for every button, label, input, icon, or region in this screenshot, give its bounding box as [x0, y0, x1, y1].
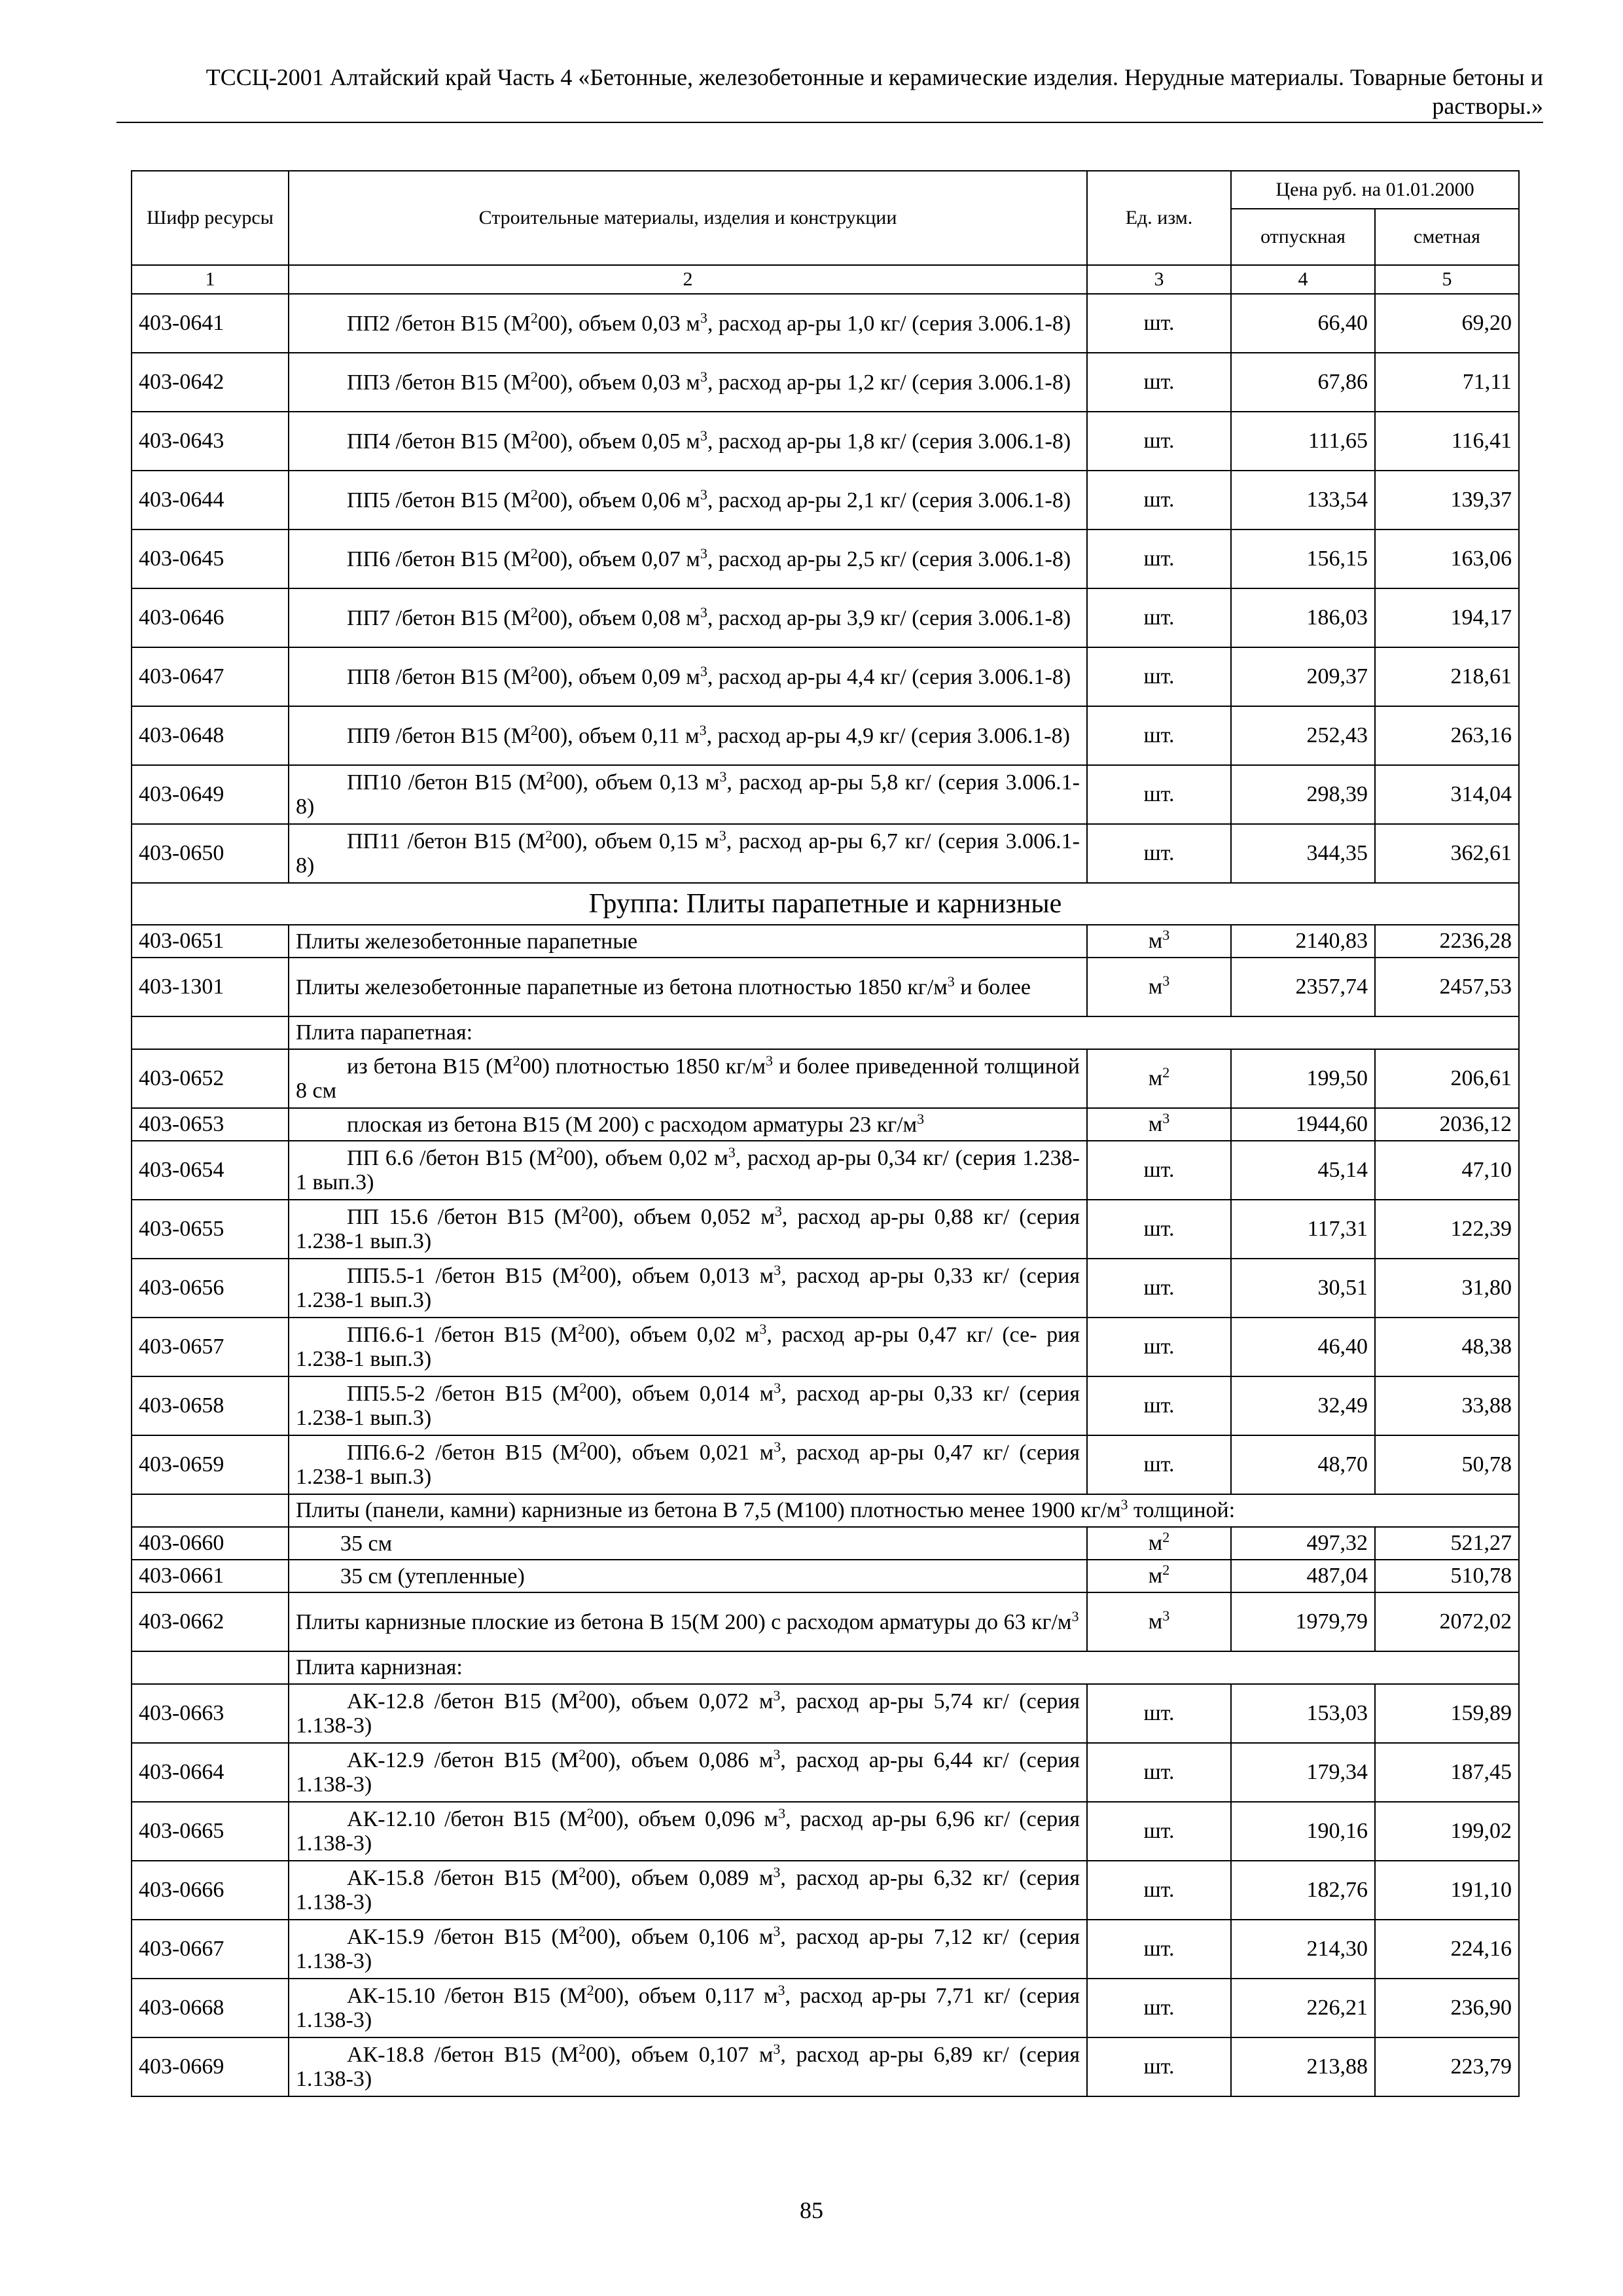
resource-code: 403-0656 [132, 1259, 289, 1318]
estimate-price: 187,45 [1375, 1743, 1519, 1802]
release-price: 48,70 [1231, 1435, 1375, 1494]
material-name: ПП 15.6 /бетон В15 $(М^200)$, объем 0,052 $м^3$, расход ар-ры 0,88 кг/ (серия 1.238-1 вып.3) [289, 1200, 1087, 1259]
header-estimate-price: сметная [1375, 209, 1519, 265]
release-price: 67,86 [1231, 353, 1375, 412]
subheading-row [132, 1016, 1519, 1049]
resource-code: 403-0657 [132, 1318, 289, 1376]
header-release-price: отпускная [1231, 209, 1375, 265]
estimate-price: 122,39 [1375, 1200, 1519, 1259]
resource-code: 403-0668 [132, 1979, 289, 2037]
release-price: 2140,83 [1231, 925, 1375, 958]
resource-code: 403-0645 [132, 529, 289, 588]
unit: $м^3$ [1087, 1592, 1231, 1651]
table-row [132, 1141, 1519, 1200]
unit: шт. [1087, 353, 1231, 412]
unit: шт. [1087, 1318, 1231, 1376]
unit: шт. [1087, 294, 1231, 353]
unit: $м^2$ [1087, 1560, 1231, 1592]
resource-code: 403-0669 [132, 2037, 289, 2096]
table-body-group [132, 883, 1519, 1141]
table-row [132, 2037, 1519, 2096]
table-row [132, 958, 1519, 1016]
release-price: 66,40 [1231, 294, 1375, 353]
table-row [132, 1200, 1519, 1259]
unit: $м^3$ [1087, 1108, 1231, 1141]
estimate-price: 33,88 [1375, 1376, 1519, 1435]
table-row [132, 1108, 1519, 1141]
resource-code: 403-0646 [132, 588, 289, 647]
estimate-price: 218,61 [1375, 647, 1519, 706]
table-row [132, 1049, 1519, 1108]
subheading: Плита карнизная: [289, 1651, 1519, 1684]
resource-code: 403-0653 [132, 1108, 289, 1141]
resource-code: 403-0643 [132, 412, 289, 471]
table-body-cornice-panels [132, 1494, 1519, 1684]
resource-code: 403-0667 [132, 1920, 289, 1979]
resource-code: 403-0655 [132, 1200, 289, 1259]
page-number: 85 [800, 2197, 823, 2223]
unit: $м^2$ [1087, 1527, 1231, 1560]
material-name: ПП6 /бетон В15 $(М^200)$, объем 0,07 $м^3$, расход ар-ры 2,5 кг/ (серия 3.006.1-8) [289, 529, 1087, 588]
table-row [132, 1318, 1519, 1376]
resource-code: 403-0652 [132, 1049, 289, 1108]
table-row [132, 1435, 1519, 1494]
material-name: АК-15.10 /бетон В15 $(М^200)$, объем 0,117 $м^3$, расход ар-ры 7,71 кг/ (серия 1.138-3) [289, 1979, 1087, 2037]
release-price: 32,49 [1231, 1376, 1375, 1435]
table-row [132, 529, 1519, 588]
table-row [132, 1592, 1519, 1651]
release-price: 199,50 [1231, 1049, 1375, 1108]
resource-code: 403-0660 [132, 1527, 289, 1560]
unit: шт. [1087, 2037, 1231, 2096]
table-row [132, 588, 1519, 647]
material-name: ПП11 /бетон В15 $(М^200)$, объем 0,15 $м^3$, расход ар-ры 6,7 кг/ (серия 3.006.1-8) [289, 824, 1087, 883]
resource-code: 403-0642 [132, 353, 289, 412]
estimate-price: 314,04 [1375, 765, 1519, 824]
empty-cell [132, 1651, 289, 1684]
table-row [132, 1527, 1519, 1560]
material-name: АК-12.9 /бетон В15 $(М^200)$, объем 0,086 $м^3$, расход ар-ры 6,44 кг/ (серия 1.138-3) [289, 1743, 1087, 1802]
unit: шт. [1087, 647, 1231, 706]
resource-code: 403-0651 [132, 925, 289, 958]
resource-code: 403-0659 [132, 1435, 289, 1494]
unit: шт. [1087, 824, 1231, 883]
material-name: 35 см [289, 1527, 1087, 1560]
release-price: 186,03 [1231, 588, 1375, 647]
header-code: Шифр ресурсы [132, 171, 289, 265]
estimate-price: 199,02 [1375, 1802, 1519, 1861]
subheading-row [132, 1494, 1519, 1527]
estimate-price: 263,16 [1375, 706, 1519, 765]
unit: шт. [1087, 765, 1231, 824]
release-price: 117,31 [1231, 1200, 1375, 1259]
header-name: Строительные материалы, изделия и конструкции [289, 171, 1087, 265]
table-row [132, 412, 1519, 471]
subheading: Плита парапетная: [289, 1016, 1519, 1049]
unit: шт. [1087, 1259, 1231, 1318]
release-price: 153,03 [1231, 1684, 1375, 1743]
resource-code: 403-0641 [132, 294, 289, 353]
group-heading: Группа: Плиты парапетные и карнизные [132, 883, 1519, 925]
material-name: плоская из бетона В15 (М 200) с расходом арматуры 23 $кг/м^3$ [289, 1108, 1087, 1141]
material-name: ПП5 /бетон В15 $(М^200)$, объем 0,06 $м^3$, расход ар-ры 2,1 кг/ (серия 3.006.1-8) [289, 471, 1087, 529]
release-price: 1944,60 [1231, 1108, 1375, 1141]
material-name: из бетона В15 $(М^200)$ плотностью 1850 $кг/м^3$ и более приведенной толщиной 8 см [289, 1049, 1087, 1108]
unit: шт. [1087, 1200, 1231, 1259]
release-price: 133,54 [1231, 471, 1375, 529]
subheading: Плиты (панели, камни) карнизные из бетона В 7,5 (М100) плотностью менее 1900 $кг/м^3$ толщиной: [289, 1494, 1519, 1527]
table-row [132, 1979, 1519, 2037]
resource-code: 403-0647 [132, 647, 289, 706]
estimate-price: 236,90 [1375, 1979, 1519, 2037]
material-name: АК-15.9 /бетон В15 $(М^200)$, объем 0,106 $м^3$, расход ар-ры 7,12 кг/ (серия 1.138-3) [289, 1920, 1087, 1979]
release-price: 111,65 [1231, 412, 1375, 471]
estimate-price: 139,37 [1375, 471, 1519, 529]
unit: шт. [1087, 706, 1231, 765]
resource-code: 403-0663 [132, 1684, 289, 1743]
release-price: 45,14 [1231, 1141, 1375, 1200]
header-unit: Ед. изм. [1087, 171, 1231, 265]
table-row [132, 1560, 1519, 1592]
material-name: ПП4 /бетон В15 $(М^200)$, объем 0,05 $м^3$, расход ар-ры 1,8 кг/ (серия 3.006.1-8) [289, 412, 1087, 471]
unit: шт. [1087, 1376, 1231, 1435]
table-row [132, 1861, 1519, 1920]
column-number: 2 [289, 265, 1087, 294]
resource-code: 403-0658 [132, 1376, 289, 1435]
table-body-series-3006 [132, 294, 1519, 883]
document-header: ТССЦ-2001 Алтайский край Часть 4 «Бетонные, железобетонные и керамические изделия. Нерудные материалы. Товарные бетоны и растворы.» [205, 64, 1543, 119]
release-price: 179,34 [1231, 1743, 1375, 1802]
unit: шт. [1087, 1802, 1231, 1861]
unit: шт. [1087, 1861, 1231, 1920]
price-table [131, 170, 1520, 2097]
column-number: 1 [132, 265, 289, 294]
table-row [132, 471, 1519, 529]
table-body-series-1138 [132, 1684, 1519, 2096]
table-row [132, 1259, 1519, 1318]
release-price: 1979,79 [1231, 1592, 1375, 1651]
table-row [132, 1920, 1519, 1979]
column-number: 5 [1375, 265, 1519, 294]
release-price: 298,39 [1231, 765, 1375, 824]
estimate-price: 206,61 [1375, 1049, 1519, 1108]
material-name: ПП9 /бетон В15 $(М^200)$, объем 0,11 $м^3$, расход ар-ры 4,9 кг/ (серия 3.006.1-8) [289, 706, 1087, 765]
unit: шт. [1087, 1141, 1231, 1200]
unit: шт. [1087, 1684, 1231, 1743]
unit: $м^3$ [1087, 958, 1231, 1016]
estimate-price: 2072,02 [1375, 1592, 1519, 1651]
release-price: 226,21 [1231, 1979, 1375, 2037]
empty-cell [132, 1494, 289, 1527]
resource-code: 403-0648 [132, 706, 289, 765]
material-name: Плиты железобетонные парапетные из бетона плотностью 1850 $кг/м^3$ и более [289, 958, 1087, 1016]
material-name: АК-15.8 /бетон В15 $(М^200)$, объем 0,089 $м^3$, расход ар-ры 6,32 кг/ (серия 1.138-3) [289, 1861, 1087, 1920]
release-price: 30,51 [1231, 1259, 1375, 1318]
resource-code: 403-0664 [132, 1743, 289, 1802]
release-price: 190,16 [1231, 1802, 1375, 1861]
unit: шт. [1087, 1920, 1231, 1979]
material-name: ПП10 /бетон В15 $(М^200)$, объем 0,13 $м^3$, расход ар-ры 5,8 кг/ (серия 3.006.1-8) [289, 765, 1087, 824]
resource-code: 403-0661 [132, 1560, 289, 1592]
release-price: 252,43 [1231, 706, 1375, 765]
resource-code: 403-0666 [132, 1861, 289, 1920]
estimate-price: 2457,53 [1375, 958, 1519, 1016]
estimate-price: 159,89 [1375, 1684, 1519, 1743]
material-name: ПП6.6-1 /бетон В15 $(М^200)$, объем 0,02 $м^3$, расход ар-ры 0,47 кг/ (се- рия 1.238-1 вып.3) [289, 1318, 1087, 1376]
release-price: 182,76 [1231, 1861, 1375, 1920]
table-row [132, 706, 1519, 765]
table-body-series-1238 [132, 1141, 1519, 1494]
material-name: ПП7 /бетон В15 $(М^200)$, объем 0,08 $м^3$, расход ар-ры 3,9 кг/ (серия 3.006.1-8) [289, 588, 1087, 647]
release-price: 497,32 [1231, 1527, 1375, 1560]
release-price: 214,30 [1231, 1920, 1375, 1979]
column-number: 4 [1231, 265, 1375, 294]
release-price: 487,04 [1231, 1560, 1375, 1592]
estimate-price: 191,10 [1375, 1861, 1519, 1920]
estimate-price: 362,61 [1375, 824, 1519, 883]
header-rule [116, 122, 1543, 123]
table-row [132, 1802, 1519, 1861]
estimate-price: 47,10 [1375, 1141, 1519, 1200]
unit: шт. [1087, 471, 1231, 529]
empty-cell [132, 1016, 289, 1049]
table-row [132, 824, 1519, 883]
estimate-price: 223,79 [1375, 2037, 1519, 2096]
table-row [132, 294, 1519, 353]
table-row [132, 925, 1519, 958]
release-price: 46,40 [1231, 1318, 1375, 1376]
unit: $м^3$ [1087, 925, 1231, 958]
material-name: ПП8 /бетон В15 $(М^200)$, объем 0,09 $м^3$, расход ар-ры 4,4 кг/ (серия 3.006.1-8) [289, 647, 1087, 706]
estimate-price: 69,20 [1375, 294, 1519, 353]
estimate-price: 50,78 [1375, 1435, 1519, 1494]
subheading-row [132, 1651, 1519, 1684]
material-name: АК-18.8 /бетон В15 $(М^200)$, объем 0,107 $м^3$, расход ар-ры 6,89 кг/ (серия 1.138-3) [289, 2037, 1087, 2096]
resource-code: 403-1301 [132, 958, 289, 1016]
unit: шт. [1087, 412, 1231, 471]
column-number: 3 [1087, 265, 1231, 294]
material-name: ПП 6.6 /бетон В15 $(М^200)$, объем 0,02 $м^3$, расход ар-ры 0,34 кг/ (серия 1.238-1 вып.3) [289, 1141, 1087, 1200]
material-name: Плиты железобетонные парапетные [289, 925, 1087, 958]
header-price: Цена руб. на 01.01.2000 [1231, 171, 1519, 209]
table-row [132, 353, 1519, 412]
table-row [132, 1376, 1519, 1435]
unit: шт. [1087, 1743, 1231, 1802]
estimate-price: 2236,28 [1375, 925, 1519, 958]
material-name: АК-12.10 /бетон В15 $(М^200)$, объем 0,096 $м^3$, расход ар-ры 6,96 кг/ (серия 1.138-3) [289, 1802, 1087, 1861]
material-name: ПП6.6-2 /бетон В15 $(М^200)$, объем 0,021 $м^3$, расход ар-ры 0,47 кг/ (серия 1.238-1 вып.3) [289, 1435, 1087, 1494]
unit: шт. [1087, 529, 1231, 588]
estimate-price: 31,80 [1375, 1259, 1519, 1318]
material-name: ПП5.5-2 /бетон В15 $(М^200)$, объем 0,014 $м^3$, расход ар-ры 0,33 кг/ (серия 1.238-1 вып.3) [289, 1376, 1087, 1435]
resource-code: 403-0665 [132, 1802, 289, 1861]
unit: шт. [1087, 1435, 1231, 1494]
table-row [132, 647, 1519, 706]
release-price: 213,88 [1231, 2037, 1375, 2096]
unit: шт. [1087, 588, 1231, 647]
table-row [132, 1743, 1519, 1802]
resource-code: 403-0662 [132, 1592, 289, 1651]
table-row [132, 1684, 1519, 1743]
resource-code: 403-0649 [132, 765, 289, 824]
estimate-price: 2036,12 [1375, 1108, 1519, 1141]
material-name: Плиты карнизные плоские из бетона В 15(М 200) с расходом арматуры до 63 $кг/м^3$ [289, 1592, 1087, 1651]
unit: шт. [1087, 1979, 1231, 2037]
resource-code: 403-0650 [132, 824, 289, 883]
estimate-price: 116,41 [1375, 412, 1519, 471]
estimate-price: 224,16 [1375, 1920, 1519, 1979]
unit: $м^2$ [1087, 1049, 1231, 1108]
material-name: 35 см (утепленные) [289, 1560, 1087, 1592]
material-name: ПП3 /бетон В15 $(М^200)$, объем 0,03 $м^3$, расход ар-ры 1,2 кг/ (серия 3.006.1-8) [289, 353, 1087, 412]
resource-code: 403-0644 [132, 471, 289, 529]
table-row [132, 765, 1519, 824]
release-price: 344,35 [1231, 824, 1375, 883]
resource-code: 403-0654 [132, 1141, 289, 1200]
release-price: 156,15 [1231, 529, 1375, 588]
estimate-price: 194,17 [1375, 588, 1519, 647]
estimate-price: 71,11 [1375, 353, 1519, 412]
material-name: ПП2 /бетон В15 $(М^200)$, объем 0,03 $м^3$, расход ар-ры 1,0 кг/ (серия 3.006.1-8) [289, 294, 1087, 353]
material-name: АК-12.8 /бетон В15 $(М^200)$, объем 0,072 $м^3$, расход ар-ры 5,74 кг/ (серия 1.138-3) [289, 1684, 1087, 1743]
release-price: 209,37 [1231, 647, 1375, 706]
estimate-price: 48,38 [1375, 1318, 1519, 1376]
estimate-price: 510,78 [1375, 1560, 1519, 1592]
estimate-price: 163,06 [1375, 529, 1519, 588]
material-name: ПП5.5-1 /бетон В15 $(М^200)$, объем 0,013 $м^3$, расход ар-ры 0,33 кг/ (серия 1.238-1 вып.3) [289, 1259, 1087, 1318]
release-price: 2357,74 [1231, 958, 1375, 1016]
estimate-price: 521,27 [1375, 1527, 1519, 1560]
